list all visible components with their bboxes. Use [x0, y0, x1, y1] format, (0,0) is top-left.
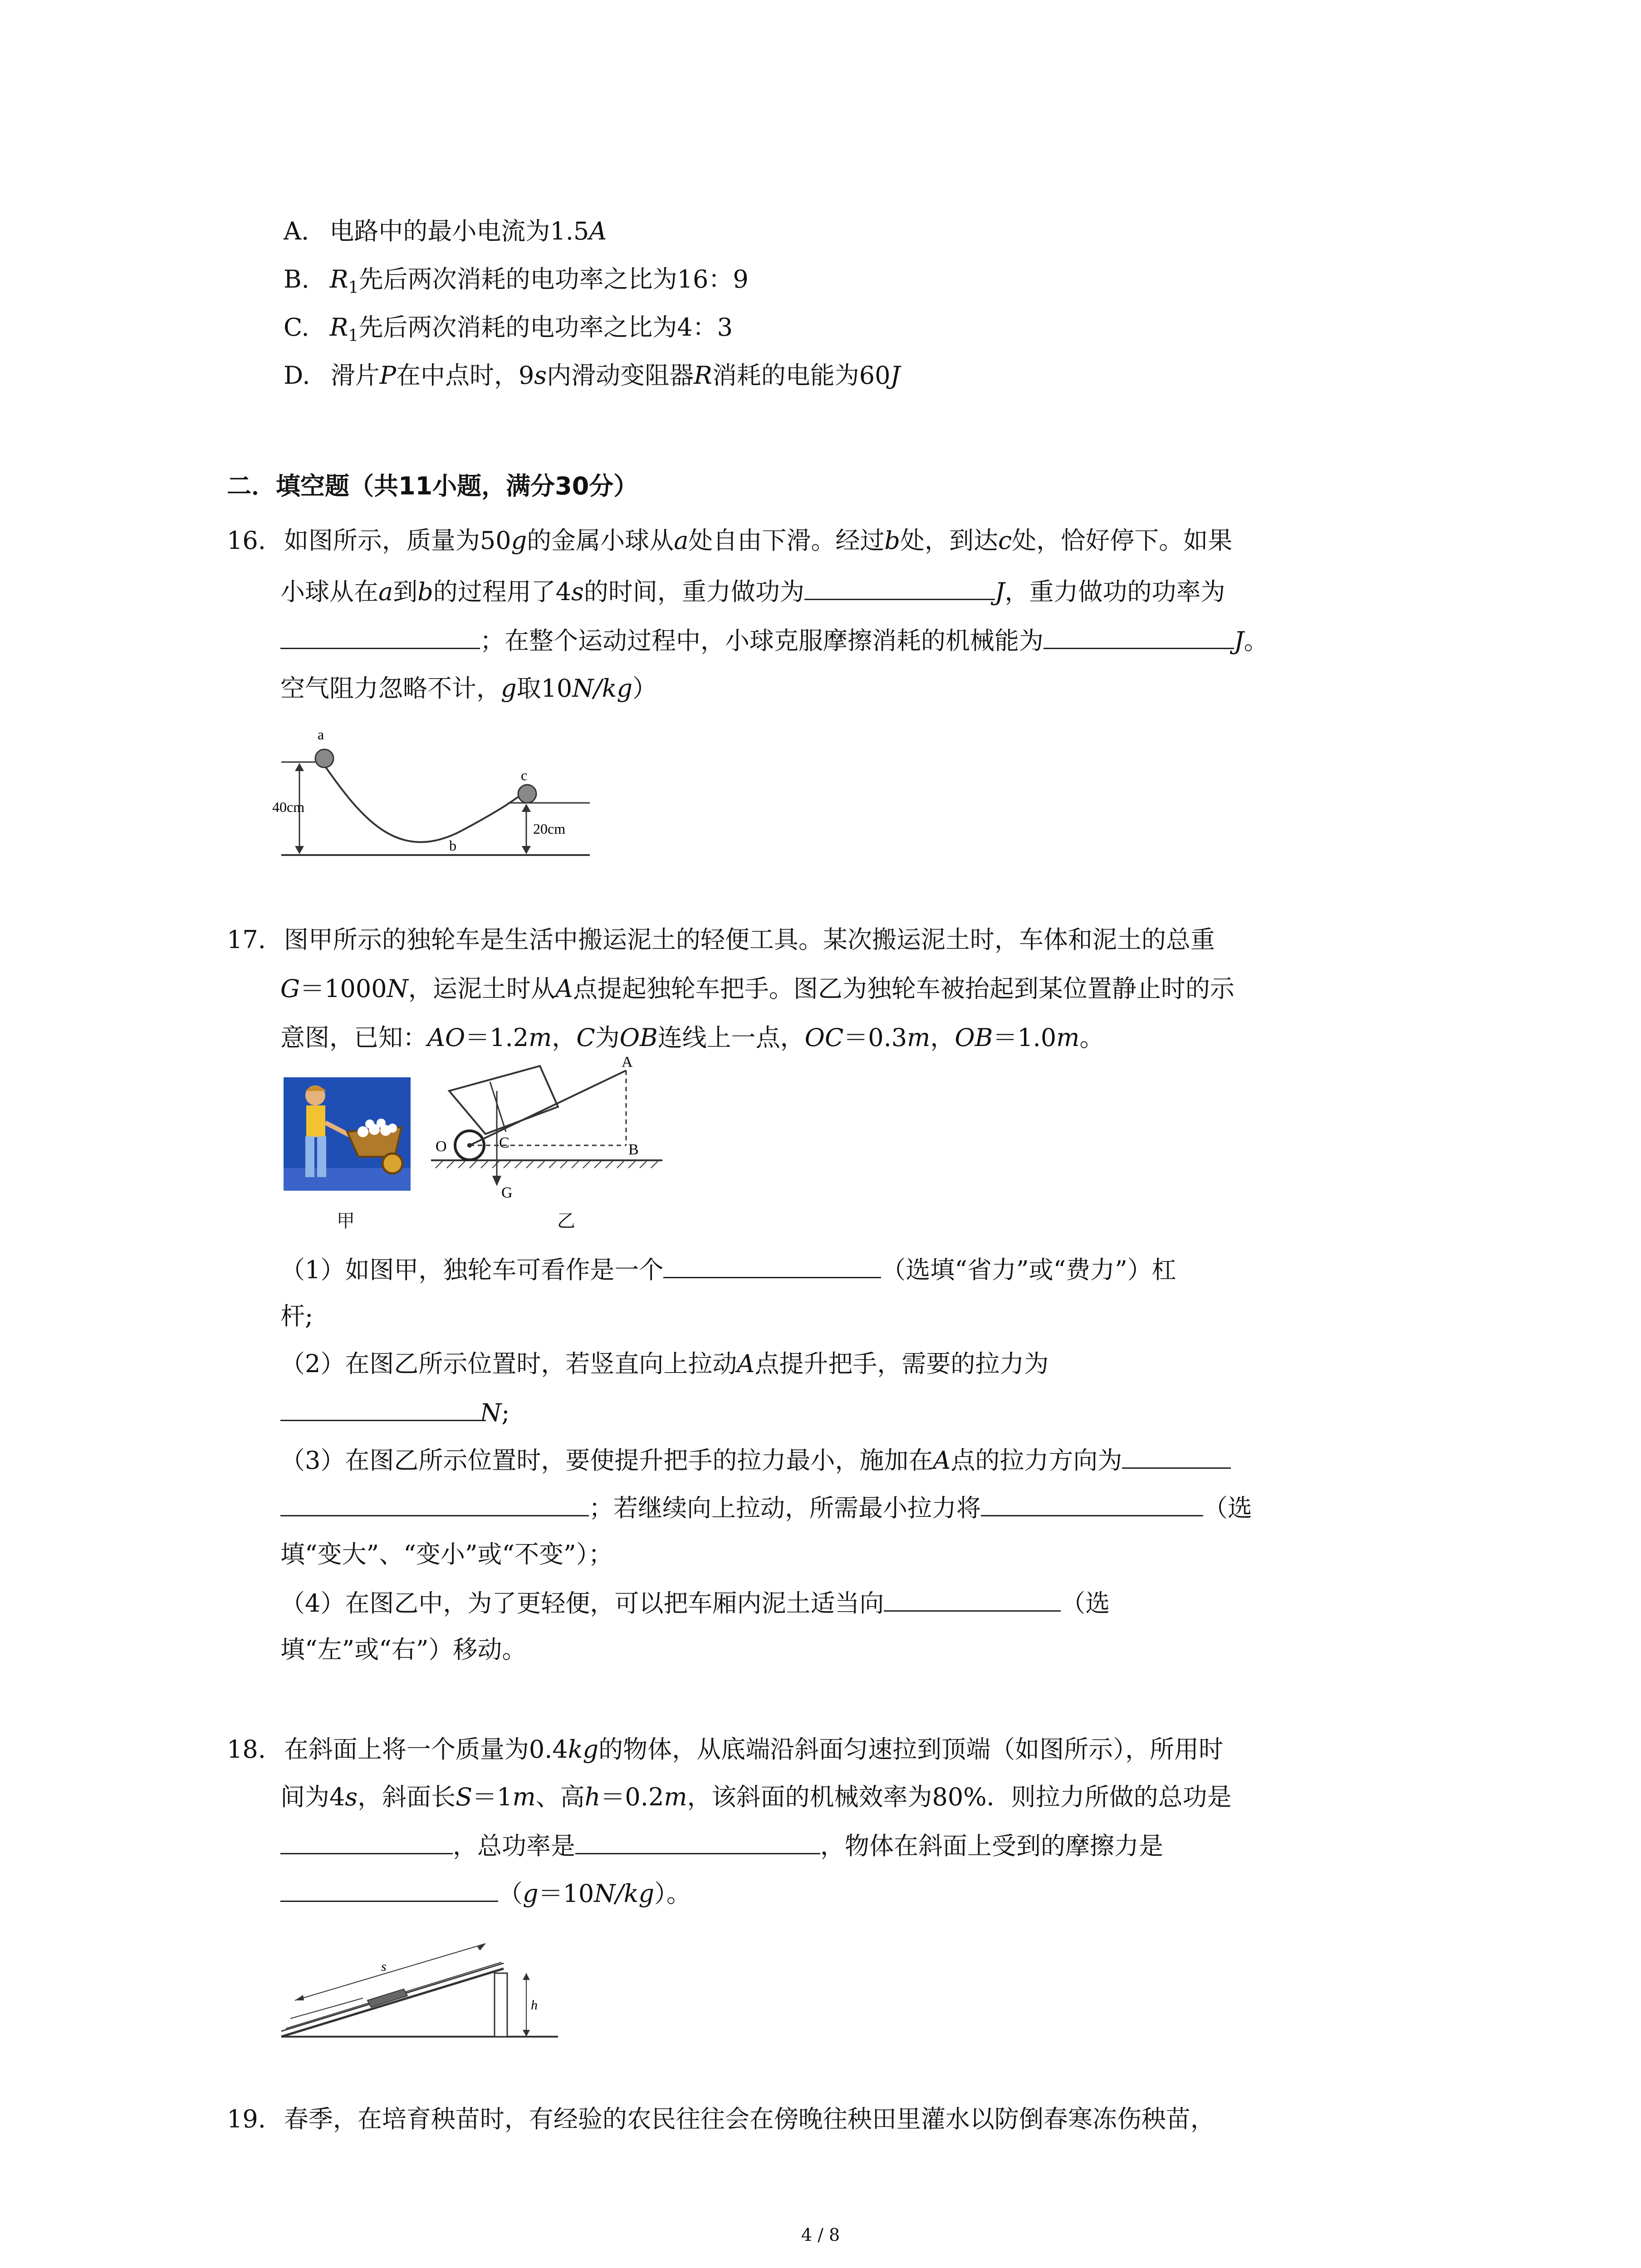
label-O: O	[436, 1138, 447, 1155]
unit: m	[907, 1023, 931, 1052]
unit: m	[664, 1783, 687, 1811]
question-number: 16.	[227, 526, 266, 555]
text: ，该斜面的机械效率为80%．则拉力所做的总功是	[687, 1783, 1232, 1811]
q18-line1	[227, 1735, 1223, 1764]
unit: J	[1234, 626, 1244, 655]
symbol: A	[737, 1349, 755, 1378]
unit: m	[1056, 1023, 1080, 1052]
option-letter: C.	[284, 313, 309, 342]
incline-figure	[272, 1928, 563, 2046]
question-number: 17.	[227, 925, 266, 954]
q17-p4-cont	[280, 1635, 526, 1664]
unit: A	[589, 217, 607, 245]
text: ，斜面长	[358, 1783, 456, 1811]
option-text: 在中点时，9	[396, 361, 534, 390]
symbol: C	[576, 1023, 595, 1052]
text: ）。	[654, 1879, 691, 1908]
answer-blank[interactable]	[280, 1830, 453, 1854]
question-number: 18.	[227, 1735, 266, 1764]
q17-p2-cont	[280, 1397, 509, 1427]
text: ，运泥土时从	[408, 974, 555, 1003]
unit: N	[387, 974, 408, 1003]
symbol: g	[501, 674, 517, 703]
text: （1）如图甲，独轮车可看作是一个	[280, 1256, 664, 1284]
option-text: 先后两次消耗的电功率之比为4：3	[358, 313, 733, 342]
text: 杆;	[280, 1302, 314, 1330]
option-text: 滑片	[330, 361, 380, 390]
symbol: b	[884, 526, 900, 555]
option-b	[284, 265, 749, 303]
q17-p2	[280, 1349, 1048, 1378]
symbol: S	[456, 1783, 473, 1811]
text: 为	[595, 1023, 620, 1052]
height-label-40: 40cm	[272, 799, 305, 815]
lever-diagram	[422, 1057, 667, 1207]
label-c: c	[521, 767, 528, 783]
caption-jia: 甲	[337, 1211, 355, 1232]
text: （2）在图乙所示位置时，若竖直向上拉动	[280, 1349, 737, 1378]
text: ＝1.0	[993, 1023, 1057, 1052]
caption-yi: 乙	[557, 1211, 575, 1232]
text: ，重力做功的功率为	[1004, 577, 1225, 606]
symbol: R	[330, 265, 348, 293]
answer-blank[interactable]	[280, 1397, 480, 1421]
q17-line2	[280, 974, 1234, 1003]
text: 到	[393, 577, 418, 606]
option-letter: B.	[284, 265, 309, 293]
text: 的物体，从底端沿斜面匀速拉到顶端（如图所示），所用时	[598, 1735, 1224, 1764]
text: （	[498, 1879, 523, 1908]
answer-blank[interactable]	[981, 1492, 1203, 1516]
text: （选	[1061, 1589, 1110, 1618]
option-c	[284, 313, 733, 351]
height-label-20: 20cm	[533, 821, 566, 837]
answer-blank[interactable]	[575, 1830, 820, 1854]
q16-line4	[280, 674, 657, 703]
unit: J	[890, 361, 901, 390]
symbol: G	[280, 974, 300, 1003]
q17-p3-cont	[280, 1492, 1252, 1523]
text: 处，恰好停下。如果	[1012, 526, 1233, 555]
text: （选	[1203, 1494, 1252, 1522]
label-C: C	[499, 1134, 509, 1151]
symbol: g	[523, 1879, 539, 1908]
symbol: h	[584, 1783, 601, 1811]
text: 点提起独轮车把手。图乙为独轮车被抬起到某位置静止时的示	[573, 974, 1234, 1003]
symbol: AO	[427, 1023, 465, 1052]
symbol: R	[694, 361, 712, 390]
option-text: 电路中的最小电流为1.5	[329, 217, 589, 245]
text: ＝1.2	[465, 1023, 529, 1052]
symbol: R	[329, 313, 348, 342]
text: 。	[1244, 626, 1269, 655]
q17-p3	[280, 1445, 1231, 1475]
text: 在斜面上将一个质量为0.4	[284, 1735, 568, 1764]
text: ＝1	[472, 1783, 513, 1811]
option-text: 内滑动变阻器	[547, 361, 694, 390]
label-h: h	[531, 1998, 538, 2013]
q17-line1	[227, 925, 1215, 954]
subscript: 1	[348, 326, 359, 345]
answer-blank[interactable]	[280, 1492, 589, 1516]
q16-line1	[227, 526, 1232, 555]
text: 春季，在培育秧苗时，有经验的农民往往会在傍晚往秧田里灌水以防倒春寒冻伤秧苗，	[284, 2105, 1215, 2133]
text: 空气阻力忽略不计，	[280, 674, 501, 703]
label-A: A	[622, 1057, 633, 1070]
unit: N/kg	[572, 674, 633, 703]
text: 处自由下滑。经过	[688, 526, 885, 555]
answer-blank[interactable]	[804, 576, 995, 600]
answer-blank[interactable]	[280, 625, 480, 649]
label-G: G	[501, 1184, 513, 1201]
text: 间为4	[280, 1783, 345, 1811]
q18-line4	[280, 1878, 691, 1908]
label-b: b	[449, 837, 456, 854]
text: 图甲所示的独轮车是生活中搬运泥土的轻便工具。某次搬运泥土时，车体和泥土的总重	[284, 925, 1215, 954]
text: ＝0.3	[843, 1023, 907, 1052]
q17-p4	[280, 1588, 1110, 1618]
ball-track-figure	[272, 726, 599, 862]
q16-line3	[280, 625, 1269, 655]
unit: N/kg	[594, 1879, 655, 1908]
text: 点提升把手，需要的拉力为	[754, 1349, 1049, 1378]
text: ；若继续向上拉动，所需最小拉力将	[589, 1494, 981, 1522]
unit: s	[534, 361, 547, 390]
text: ＝0.2	[600, 1783, 664, 1811]
symbol: OB	[619, 1023, 658, 1052]
answer-blank[interactable]	[1043, 625, 1234, 649]
answer-blank[interactable]	[1122, 1445, 1231, 1469]
option-d	[284, 361, 900, 390]
symbol: c	[998, 526, 1012, 555]
symbol: OB	[955, 1023, 993, 1052]
subscript: 1	[348, 278, 359, 297]
wheelbarrow-photo	[284, 1077, 411, 1191]
symbol: A	[555, 974, 573, 1003]
symbol: a	[674, 526, 689, 555]
text: 意图，已知：	[280, 1023, 427, 1052]
label-B: B	[628, 1141, 639, 1158]
page-number: 4 / 8	[801, 2225, 840, 2245]
label-a: a	[318, 726, 324, 743]
text: 填“变大”、“变小”或“不变”）；	[280, 1540, 613, 1569]
unit: kg	[568, 1735, 599, 1764]
text: ；在整个运动过程中，小球克服摩擦消耗的机械能为	[480, 626, 1043, 655]
answer-blank[interactable]	[280, 1878, 498, 1902]
q18-line2	[280, 1783, 1232, 1812]
q17-p3-cont2	[280, 1540, 613, 1569]
text: 取10	[516, 674, 573, 703]
text: 的过程用了4	[433, 577, 572, 606]
text: （选填“省力”或“费力”）杠	[881, 1256, 1176, 1284]
text: 填“左”或“右”）移动。	[280, 1635, 527, 1664]
text: 的金属小球从	[527, 526, 674, 555]
text: ，	[930, 1023, 955, 1052]
option-letter: D.	[284, 361, 310, 390]
text: ＝1000	[300, 974, 387, 1003]
ball-a	[315, 749, 333, 767]
text: （4）在图乙中，为了更轻便，可以把车厢内泥土适当向	[280, 1589, 884, 1618]
unit: s	[345, 1783, 358, 1811]
symbol: b	[417, 577, 433, 606]
unit: g	[511, 526, 527, 555]
q16-line2	[280, 576, 1225, 606]
text: 连线上一点，	[657, 1023, 805, 1052]
unit: J	[994, 577, 1005, 606]
text: 点的拉力方向为	[950, 1446, 1122, 1475]
q17-p1-cont	[280, 1302, 313, 1331]
text: 的时间，重力做功为	[583, 577, 804, 606]
option-letter: A.	[284, 217, 309, 245]
text: 如图所示，质量为50	[284, 526, 511, 555]
text: ＝10	[538, 1879, 594, 1908]
text: 处，到达	[900, 526, 998, 555]
symbol: A	[933, 1446, 951, 1475]
section-heading: 二．填空题（共11小题，满分30分）	[227, 472, 638, 500]
answer-blank[interactable]	[663, 1254, 881, 1278]
text: ，总功率是	[453, 1832, 575, 1860]
symbol: OC	[804, 1023, 844, 1052]
q17-p1	[280, 1254, 1176, 1285]
unit: m	[512, 1783, 536, 1811]
q19-line1	[227, 2105, 1215, 2134]
ball-c	[518, 785, 536, 803]
option-text: 先后两次消耗的电功率之比为16：9	[358, 265, 749, 293]
label-s: s	[381, 1959, 387, 1974]
option-a	[284, 217, 607, 246]
q17-line3	[280, 1023, 1104, 1052]
text: ，	[552, 1023, 577, 1052]
text: 。	[1079, 1023, 1104, 1052]
text: ;	[501, 1398, 510, 1427]
q18-line3	[280, 1830, 1163, 1861]
text: ，物体在斜面上受到的摩擦力是	[820, 1832, 1163, 1860]
option-text: 消耗的电能为60	[712, 361, 891, 390]
text: 、高	[535, 1783, 585, 1811]
text: ）	[632, 674, 657, 703]
text: （3）在图乙所示位置时，要使提升把手的拉力最小，施加在	[280, 1446, 933, 1475]
question-number: 19.	[227, 2105, 266, 2133]
unit: m	[529, 1023, 552, 1052]
symbol: P	[379, 361, 397, 390]
answer-blank[interactable]	[884, 1588, 1061, 1612]
symbol: a	[378, 577, 393, 606]
unit: N	[480, 1398, 502, 1427]
text: 小球从在	[280, 577, 378, 606]
unit: s	[571, 577, 584, 606]
